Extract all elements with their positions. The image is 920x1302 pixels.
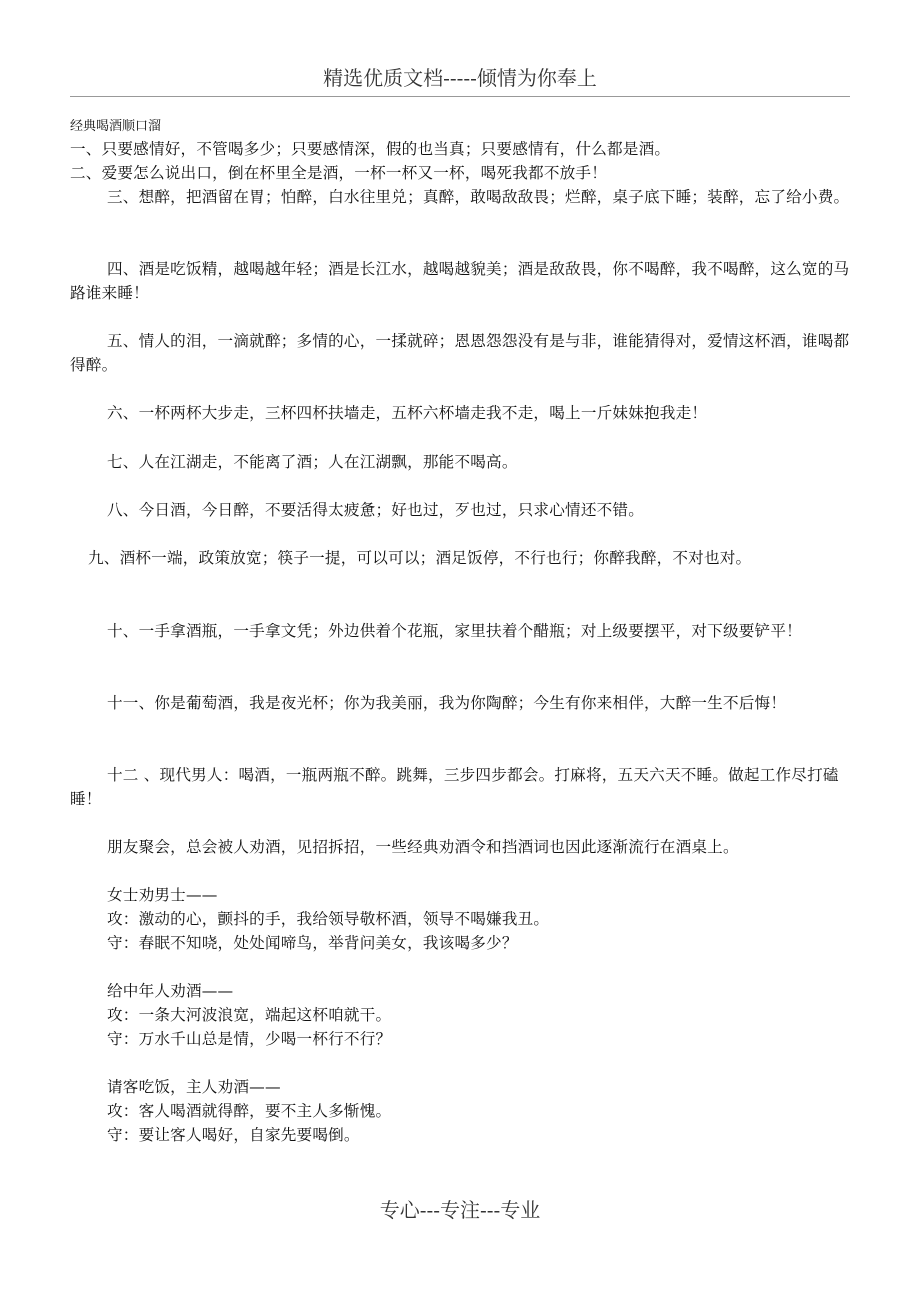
section-2-attack: 攻：一条大河波浪宽，端起这杯咱就干。 — [107, 1006, 392, 1024]
section-2-defense: 守：万水千山总是情，少喝一杯行不行？ — [107, 1030, 392, 1048]
verse-4: 四、酒是吃饭精，越喝越年轻；酒是长江水，越喝越貌美；酒是敌敌畏，你不喝醉，我不喝醉，这么宽的马路谁来睡！ — [70, 260, 850, 302]
section-3-attack: 攻：客人喝酒就得醉，要不主人多惭愧。 — [107, 1102, 392, 1120]
verse-10: 十、一手拿酒瓶，一手拿文凭；外边供着个花瓶，家里扶着个醋瓶；对上级要摆平，对下级要铲平！ — [107, 622, 802, 640]
verse-7: 七、人在江湖走，不能离了酒；人在江湖飘，那能不喝高。 — [107, 453, 518, 471]
verse-2: 二、爱要怎么说出口，倒在杯里全是酒，一杯一杯又一杯，喝死我都不放手！ — [70, 164, 607, 182]
header-divider — [70, 96, 850, 97]
section-3-defense: 守：要让客人喝好，自家先要喝倒。 — [107, 1126, 360, 1144]
verse-6: 六、一杯两杯大步走，三杯四杯扶墙走，五杯六杯墙走我不走，喝上一斤妹妹抱我走！ — [107, 404, 708, 422]
page-header: 精选优质文档-----倾情为你奉上 — [323, 66, 597, 90]
page-footer: 专心---专注---专业 — [379, 1198, 541, 1222]
verse-1: 一、只要感情好，不管喝多少；只要感情深，假的也当真；只要感情有，什么都是酒。 — [70, 140, 671, 158]
verse-11: 十一、你是葡萄酒，我是夜光杯；你为我美丽，我为你陶醉；今生有你来相伴，大醉一生不后悔！ — [107, 694, 787, 712]
verse-8: 八、今日酒，今日醉，不要活得太疲惫；好也过，歹也过，只求心情还不错。 — [107, 501, 644, 519]
verse-12: 十二 、现代男人：喝酒，一瓶两瓶不醉。跳舞，三步四步都会。打麻将，五天六天不睡。做起工作尽打磕睡！ — [70, 766, 839, 808]
section-3-heading: 请客吃饭，主人劝酒—— — [107, 1078, 281, 1096]
section-2-heading: 给中年人劝酒—— — [107, 982, 234, 1000]
intro-paragraph: 朋友聚会，总会被人劝酒，见招拆招，一些经典劝酒令和挡酒词也因此逐渐流行在酒桌上。 — [107, 838, 739, 856]
verse-9: 九、酒杯一端，政策放宽；筷子一提，可以可以；酒足饭停，不行也行；你醉我醉，不对也对。 — [88, 549, 752, 567]
verse-3: 三、想醉，把酒留在胃；怕醉，白水往里兑；真醉，敢喝敌敌畏；烂醉，桌子底下睡；装醉，忘了给小费。 — [107, 188, 850, 206]
section-1-defense: 守：春眠不知哓，处处闻啼鸟，举背问美女，我该喝多少？ — [107, 934, 518, 952]
verse-5: 五、情人的泪，一滴就醉；多情的心，一揉就碎；恩恩怨怨没有是与非，谁能猜得对，爱情这杯酒，谁喝都得醉。 — [70, 332, 850, 374]
section-1-attack: 攻：激动的心，颤抖的手，我给领导敬杯酒，领导不喝嫌我丑。 — [107, 910, 550, 928]
document-title: 经典喝酒顺口溜 — [70, 119, 162, 134]
section-1-heading: 女士劝男士—— — [107, 886, 218, 904]
